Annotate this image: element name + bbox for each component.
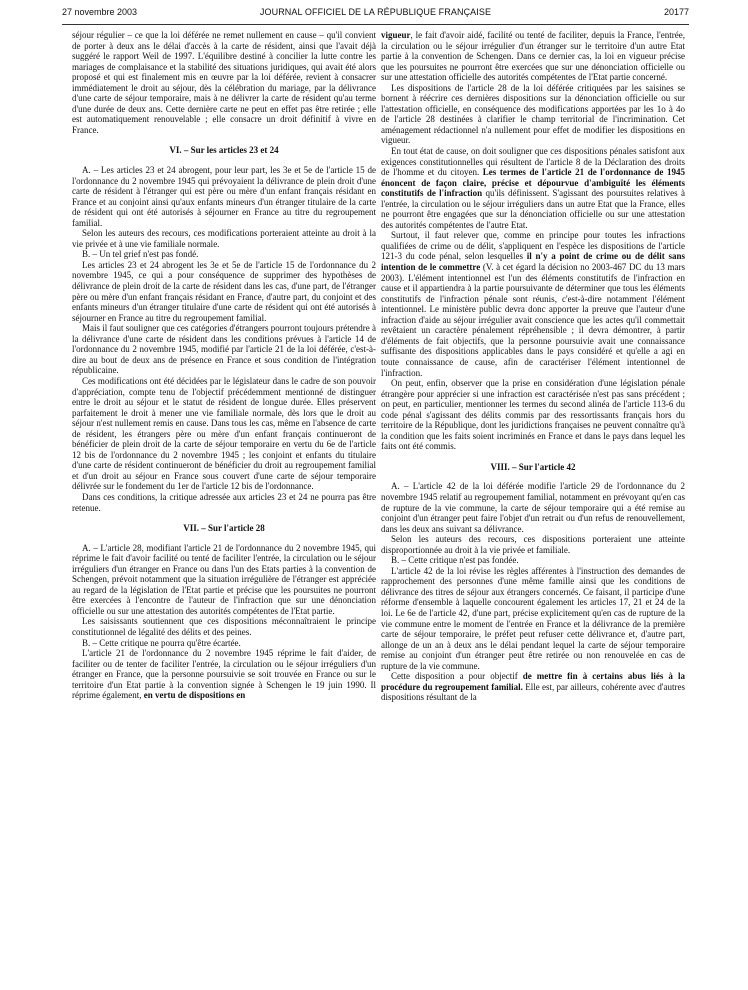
paragraph xyxy=(381,30,685,83)
page-number: 20177 xyxy=(663,7,689,17)
text-run: L'article 21 de l'ordonnance du 2 novembre 1945 réprime le fait d'aider, de faciliter ou de tenter de faciliter l'entrée, la circulation ou le séjour irréguliers d'un étranger en France, que la personne poursuivie se soit trouvée en France ou sur le territoire d'un Etat partie à la convention signée à Schengen le 19 juin 1990. Il réprime également, xyxy=(72,648,376,701)
section-heading-viii: VIII. – Sur l'article 42 xyxy=(490,461,576,472)
paragraph xyxy=(72,648,376,701)
bold-text: vigueur xyxy=(381,30,411,40)
paragraph: A. – L'article 28, modifiant l'article 21 de l'ordonnance du 2 novembre 1945, qui réprime le fait d'avoir facilité ou tenté de faciliter l'entrée, la circulation ou le séjour irréguliers d'un étranger en France ou dans l'un des Etats parties à la convention de Schengen, prévoit notamment que la situation irrégulière de l'étranger est appréciée au regard de la législation de l'Etat partie et précise que les poursuites ne pourront être exercées à l'encontre de l'auteur de l'infraction que sur une dénonciation officielle ou sur une attestation des autorités compétentes de l'Etat partie. xyxy=(72,542,376,616)
paragraph xyxy=(381,671,685,703)
section-heading-vii: VII. – Sur l'article 28 xyxy=(183,523,265,534)
paragraph: B. – Un tel grief n'est pas fondé. xyxy=(82,249,199,260)
section-heading-vi: VI. – Sur les articles 23 et 24 xyxy=(169,145,279,156)
page-header xyxy=(62,0,689,22)
paragraph: Les saisissants soutiennent que ces dispositions méconnaîtraient le principe constitutionnel de légalité des délits et des peines. xyxy=(72,616,376,637)
text-run: Elle est, par ailleurs, cohérente avec d'autres dispositions résultant de la xyxy=(381,681,685,703)
paragraph: Selon les auteurs des recours, ces modifications porteraient atteinte au droit à la vie privée et à une vie familiale normale. xyxy=(72,228,376,249)
paragraph: Les articles 23 et 24 abrogent les 3e et 5e de l'article 15 de l'ordonnance du 2 novembre 1945, ce qui a pour conséquence de supprimer des hypothèses de délivrance de plein droit de la carte de résident dans les cas, d'une part, de l'étranger père ou mère d'un enfant français résidant en France, d'autre part, du conjoint et des enfants mineurs d'un étranger titulaire d'une carte de résident qui ont été autorisés à séjourner en France au titre du regroupement familial. xyxy=(72,259,376,323)
text-run: Surtout, il faut relever que, comme en principe pour toutes les infractions qualifiées de crime ou de délit, s'appliquent en l'espèce les dispositions de l'article 121-3 du code pénal, selon lesquelles xyxy=(381,230,685,262)
bold-text: de mettre fin à certains abus liés à la procédure du regroupement familial. xyxy=(381,671,685,692)
paragraph: L'article 42 de la loi révise les règles afférentes à l'instruction des demandes de rapprochement des personnes d'une même famille ainsi que les conditions de délivrance des titres de séjour aux étrangers concernés. Ce faisant, il participe d'une réforme d'ensemble à laquelle concourent également les articles 17, 21 et 24 de la loi. Le 6e de l'article 42, d'une part, précise explicitement qu'en cas de rupture de la vie commune entre le moment de l'entrée en France et la délivrance de la première carte de séjour temporaire, le préfet peut refuser cette délivrance et, d'autre part, allonge de un an à deux ans le délai pendant lequel la carte de séjour temporaire remise au conjoint d'un étranger peut être retirée ou non renouvelée en cas de rupture de la vie commune. xyxy=(381,565,685,671)
paragraph: Dans ces conditions, la critique adressée aux articles 23 et 24 ne pourra pas être retenue. xyxy=(72,491,376,513)
paragraph: A. – Les articles 23 et 24 abrogent, pour leur part, les 3e et 5e de l'article 15 de l'ordonnance du 2 novembre 1945 qui prévoyaient la délivrance de plein droit d'une carte de résident à l'étranger qui est père ou mère d'un enfant français résidant en France et au conjoint ainsi qu'aux enfants mineurs d'un étranger titulaire de la carte de résident qui ont été autorisés à séjourner en France au titre du regroupement familial. xyxy=(72,165,376,228)
paragraph: A. – L'article 42 de la loi déférée modifie l'article 29 de l'ordonnance du 2 novembre 1945 relatif au regroupement familial, notamment en prévoyant qu'en cas de rupture de la vie commune, la carte de séjour temporaire qui a été remise au conjoint d'un étranger peut faire l'objet d'un retrait ou d'un refus de renouvellement, dans les deux ans suivant sa délivrance. xyxy=(381,481,685,534)
bold-text: Les termes de l'article 21 de l'ordonnance de 1945 énoncent de façon claire, précise et dépourvue d'ambiguïté les éléments constitutifs de l'infraction xyxy=(381,167,685,199)
text-run: , le fait d'avoir aidé, facilité ou tenté de faciliter, depuis la France, l'entrée, la circulation ou le séjour irrégulier d'un étranger sur le territoire d'un autre Etat partie à la convention de Schengen. Dans ce dernier cas, la loi en vigueur précise que les poursuites ne pourront être exercées que sur une dénonciation officielle ou sur une attestation officielle des autorités compétentes de l'Etat partie concerné. xyxy=(381,30,685,83)
paragraph: Ces modifications ont été décidées par le législateur dans le cadre de son pouvoir d'appréciation, compte tenu de l'objectif précédemment mentionné de distinguer entre le droit au séjour et le statut de résident de longue durée. Elles préservent parfaitement le droit à mener une vie familiale normale, dès lors que le droit au séjour n'est nullement remis en cause. Dans tous les cas, même en l'absence de carte de résident, les étrangers père ou mère d'un enfant français continueront de bénéficier de plein droit de la carte de séjour temporaire en vertu du 6e de l'article 12 bis de l'ordonnance du 2 novembre 1945 ; les conjoint et enfants du titulaire d'une carte de résident continueront de bénéficier du droit au regroupement familial et d'un droit au séjour en France sous couvert d'une carte de séjour temporaire délivrée sur le fondement du 1er de l'article 12 bis de l'ordonnance. xyxy=(72,375,376,492)
bold-text: en vertu de dispositions en xyxy=(143,690,246,701)
paragraph xyxy=(381,230,685,378)
header-rule xyxy=(62,24,689,25)
paragraph: On peut, enfin, observer que la prise en considération d'une législation pénale étrangère pour apprécier si une infraction est caractérisée n'est pas sans précédent ; on peut, en particulier, mentionner les termes du second alinéa de l'article 113-6 du code pénal s'agissant des délits commis par des ressortissants français hors du territoire de la République, dont les juridictions françaises ne peuvent connaître qu'à la condition que les faits soient incriminés en France et dans le pays dans lequel les faits ont été commis. xyxy=(381,378,685,452)
left-column xyxy=(72,30,376,985)
text-run: (V. à cet égard la décision no 2003-467 DC du 13 mars 2003). L'élément intentionnel est l'un des éléments constitutifs de l'infraction en cause et il appartiendra à la partie poursuivante de déterminer que tous les éléments constitutifs de l'infraction pénale sont réunis, c'est-à-dire notamment l'élément intentionnel. Le ministère public devra donc apporter la preuve que l'auteur d'une infraction d'aide au séjour irrégulier avait conscience que les actes qu'il commettait revêtaient un caractère pénalement répréhensible ; il devra démontrer, à partir d'éléments de fait objectifs, que la personne poursuivie avait une connaissance suffisante des dispositions applicables dans le pays considéré et qu'elle a agi en toute connaissance de cause, afin de caractériser l'élément intentionnel de l'infraction. xyxy=(381,262,685,378)
paragraph: Mais il faut souligner que ces catégories d'étrangers pourront toujours prétendre à la délivrance d'une carte de résident dans les conditions prévues à l'article 14 de l'ordonnance du 2 novembre 1945, modifié par l'article 21 de la loi déférée, c'est-à-dire au bout de deux ans de présence en France et sous condition de l'intégration républicaine. xyxy=(72,323,376,376)
text-run: Cette disposition a pour objectif xyxy=(391,671,523,682)
paragraph: séjour régulier – ce que la loi déférée ne remet nullement en cause – qu'il convient de porter à deux ans le délai d'accès à la carte de résident, ainsi que l'avait déjà suggéré le rapport Weil de 1997. L'équilibre destiné à concilier la lutte contre les mariages de complaisance et la stabilité des situations juridiques, qui avait été alors proposé et qui est finalement mis en œuvre par la loi déférée, revient à consacrer immédiatement le droit au séjour, dès la célébration du mariage, par la délivrance d'une carte de séjour temporaire, mais à ne délivrer la carte de résident qu'au terme d'une durée de deux ans. Cette dernière carte ne peut en effet pas être retirée ; elle est automatiquement renouvelable ; elle consacre un droit définitif à vivre en France. xyxy=(72,30,376,135)
paragraph: B. – Cette critique n'est pas fondée. xyxy=(391,555,519,566)
text-run: qu'ils définissent. S'agissant des poursuites relatives à l'entrée, la circulation ou le séjour irréguliers dans un autre Etat que la France, elles ne pourront être engagées que sur la dénonciation officielle ou sur une attestation des autorités compétentes de l'autre Etat. xyxy=(381,188,685,230)
bold-text: il n'y a point de crime ou de délit sans intention de le commettre xyxy=(381,251,685,273)
paragraph: B. – Cette critique ne pourra qu'être écartée. xyxy=(82,637,241,648)
journal-title: JOURNAL OFFICIEL DE LA RÉPUBLIQUE FRANÇAISE xyxy=(259,7,492,17)
issue-date: 27 novembre 2003 xyxy=(62,7,138,17)
paragraph: Selon les auteurs des recours, ces dispositions porteraient une atteinte disproportionnée au droit à la vie privée et familiale. xyxy=(381,534,685,555)
paragraph: Les dispositions de l'article 28 de la loi déférée critiquées par les saisines se bornent à réécrire ces dernières dispositions sur la dénonciation officielle ou sur l'attestation officielle, en conséquence des modifications apportées par les 1o à 4o de l'article 28 destinées à clarifier le champ territorial de l'incrimination. Cet aménagement rédactionnel n'a nullement pour effet de modifier les dispositions en vigueur. xyxy=(381,82,685,146)
right-column xyxy=(381,30,685,985)
paragraph xyxy=(381,146,685,230)
text-run: En tout état de cause, on doit souligner que ces dispositions pénales satisfont aux exigences constitutionnelles qui résultent de l'article 8 de la Déclaration des droits de l'homme et du citoyen. xyxy=(381,146,685,178)
